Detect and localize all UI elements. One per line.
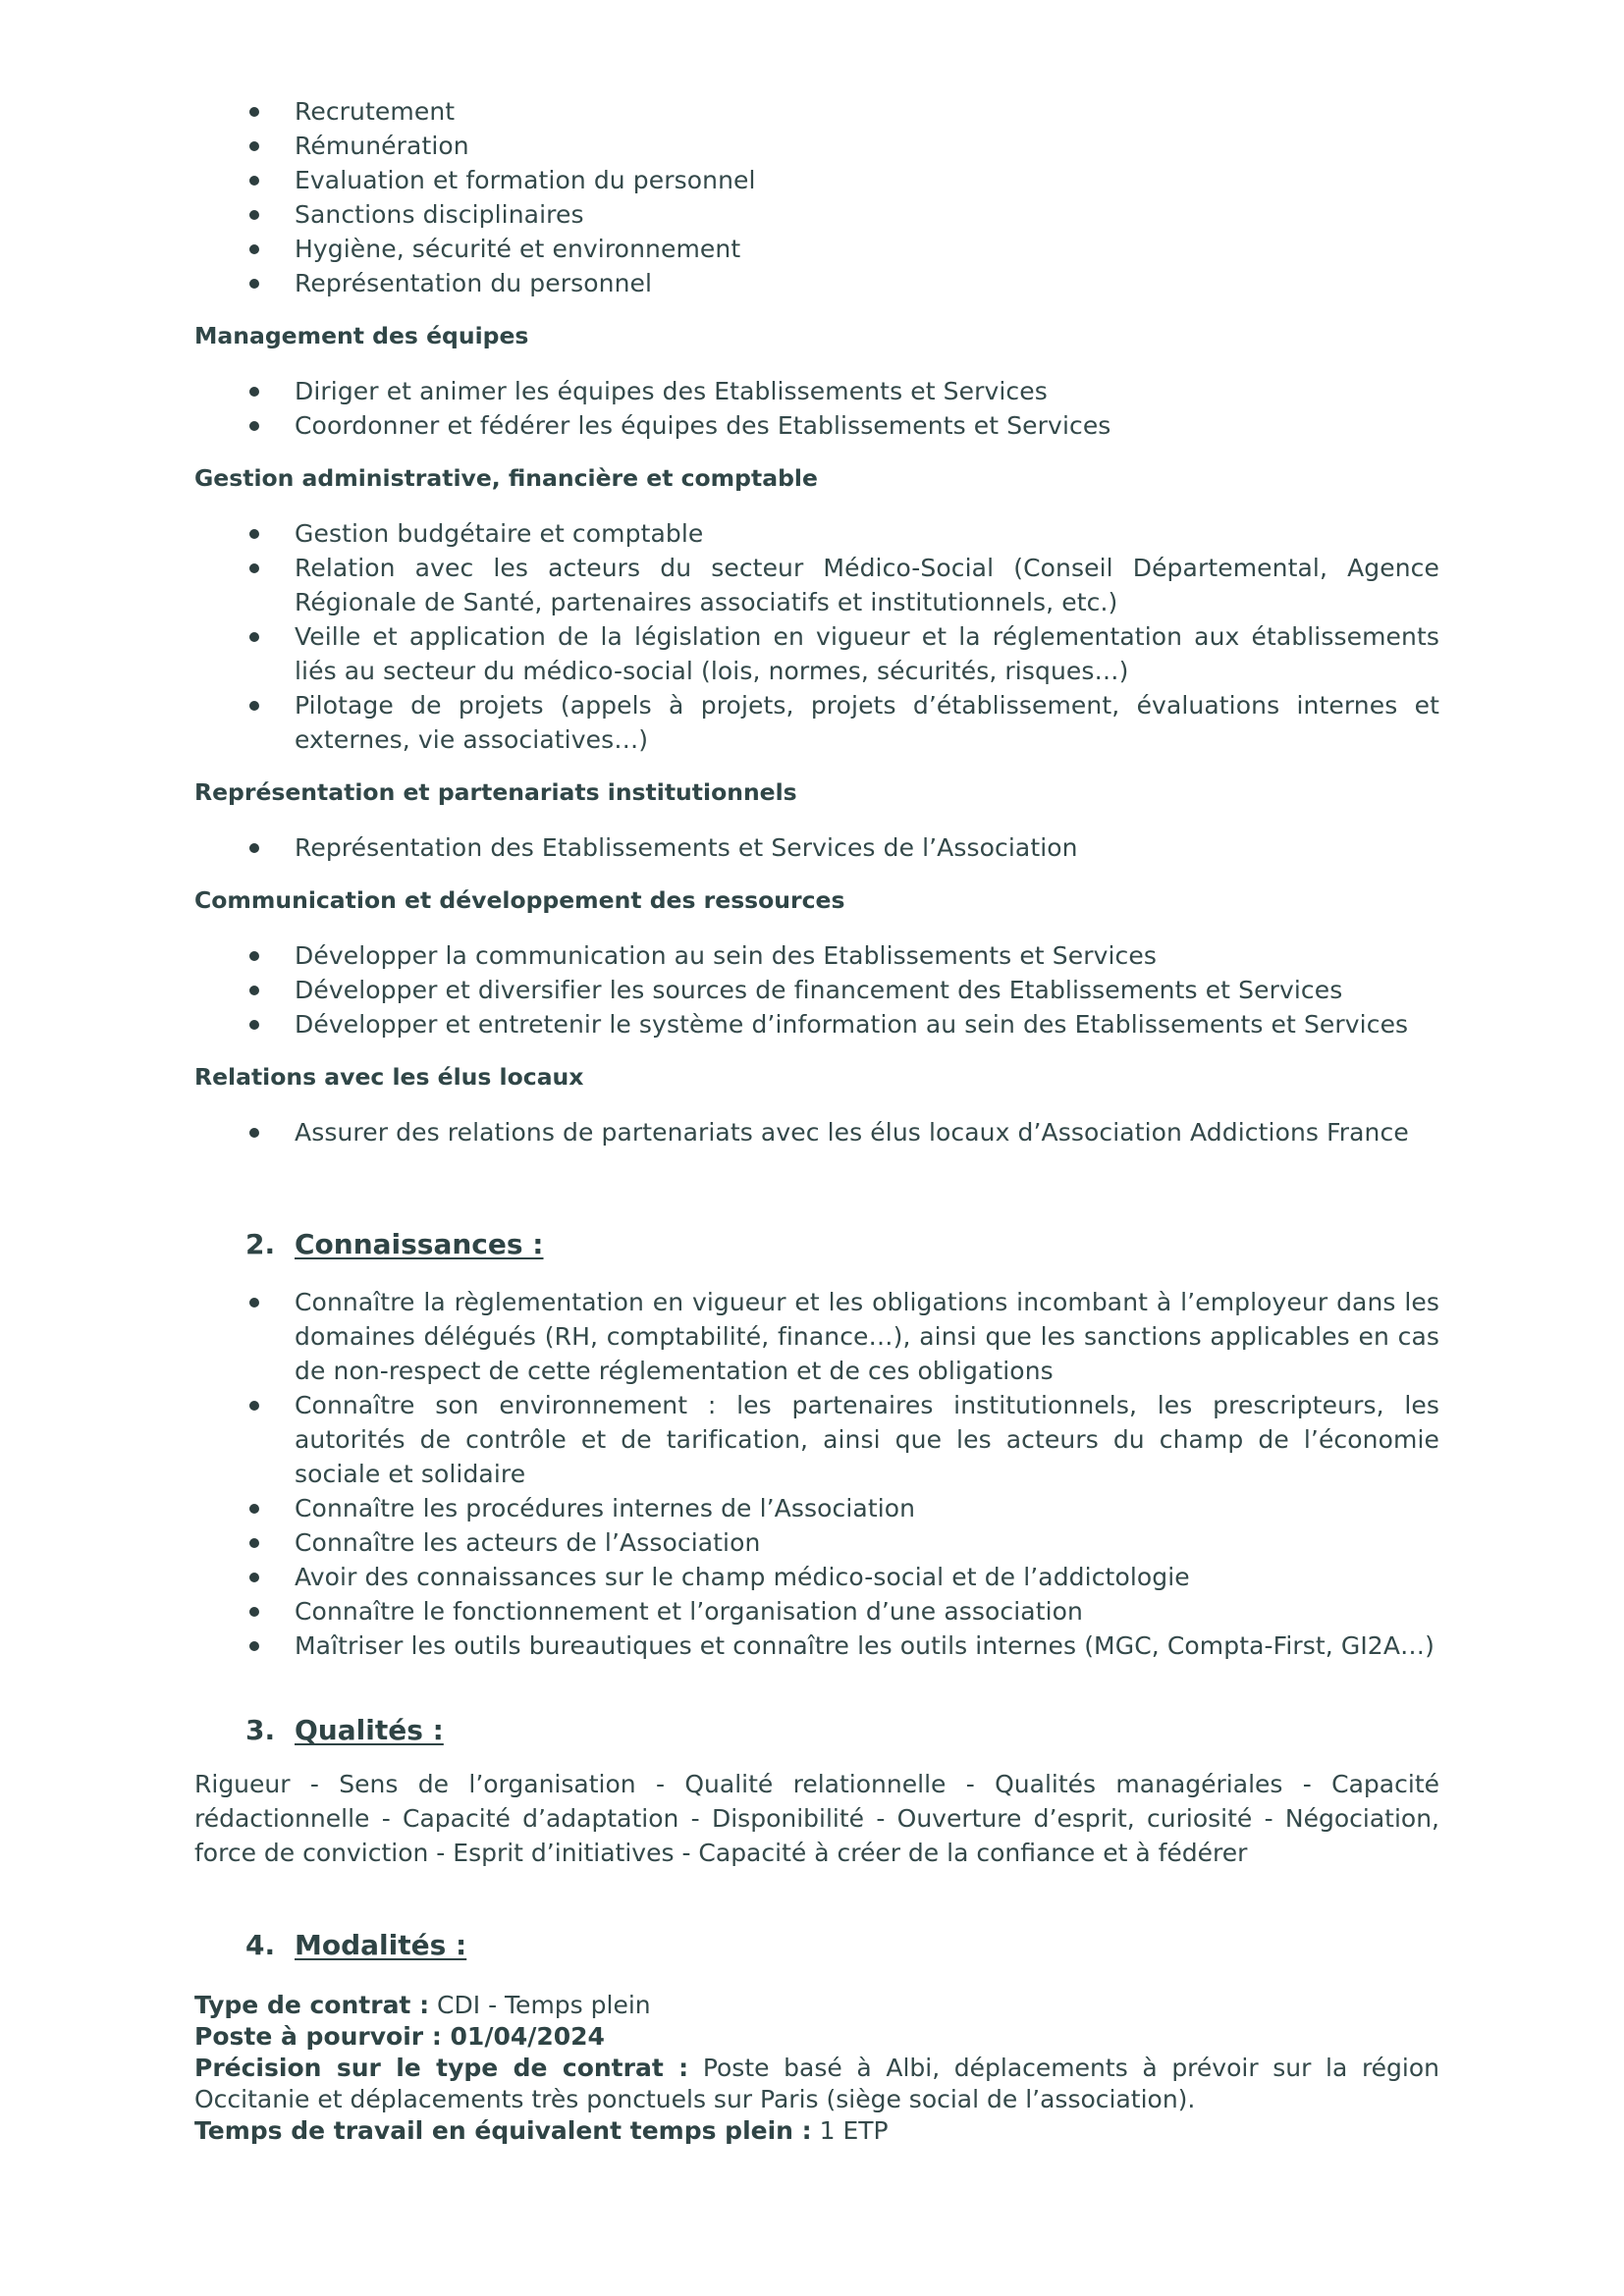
section-heading: Communication et développement des ressources [194, 886, 845, 914]
list-item: Connaître les acteurs de l’Association [194, 1525, 1439, 1560]
type-contrat-value: CDI - Temps plein [429, 1991, 651, 2019]
type-contrat-label: Type de contrat : [194, 1991, 430, 2019]
poste-line [194, 2021, 1439, 2053]
list-item: Développer et diversifier les sources de financement des Etablissements et Services [194, 973, 1439, 1007]
qualites-heading [194, 1712, 1439, 1749]
section-list [194, 516, 1439, 757]
poste-label: Poste à pourvoir : 01/04/2024 [194, 2022, 605, 2051]
list-item: Connaître son environnement : les partenaires institutionnels, les prescripteurs, les autorités de contrôle et de tarification, ainsi que les acteurs du champ de l’économie sociale et solidaire [194, 1388, 1439, 1491]
modalites-block [194, 1990, 1439, 2147]
list-item: Diriger et animer les équipes des Etablissements et Services [194, 374, 1439, 408]
temps-value: 1 ETP [811, 2116, 889, 2145]
section-heading: Représentation et partenariats institutionnels [194, 778, 797, 806]
precision-label: Précision sur le type de contrat : [194, 2054, 689, 2082]
list-item: Coordonner et fédérer les équipes des Etablissements et Services [194, 408, 1439, 443]
list-item: Développer la communication au sein des Etablissements et Services [194, 938, 1439, 973]
list-item: Relation avec les acteurs du secteur Médico-Social (Conseil Départemental, Agence Régionale de Santé, partenaires associatifs et institutionnels, etc.) [194, 551, 1439, 619]
section-list [194, 1115, 1439, 1149]
list-item: Maîtriser les outils bureautiques et connaître les outils internes (MGC, Compta-First, GI2A…) [194, 1629, 1439, 1663]
type-contrat-line [194, 1990, 1439, 2021]
section-list [194, 938, 1439, 1041]
intro-list [194, 94, 1439, 300]
section-title: Qualités : [295, 1714, 444, 1746]
list-item: Avoir des connaissances sur le champ médico-social et de l’addictologie [194, 1560, 1439, 1594]
section-list [194, 830, 1439, 865]
temps-line [194, 2115, 1439, 2147]
section-number: 4. [245, 1929, 276, 1961]
list-item: Gestion budgétaire et comptable [194, 516, 1439, 551]
list-item: Hygiène, sécurité et environnement [194, 232, 1439, 266]
list-item: Sanctions disciplinaires [194, 197, 1439, 232]
connaissances-heading [194, 1226, 1439, 1263]
document-page [194, 94, 1439, 2147]
list-item: Connaître la règlementation en vigueur et les obligations incombant à l’employeur dans les domaines délégués (RH, comptabilité, finance…), ainsi que les sanctions applicables en cas de non-respect de cette réglementation et de ces obligations [194, 1285, 1439, 1388]
list-item: Représentation du personnel [194, 266, 1439, 300]
precision-value: Poste basé à Albi, déplacements à prévoir sur la région Occitanie et déplacements très ponctuels sur Paris (siège social de l’association). [194, 2054, 1440, 2113]
qualites-text: Rigueur - Sens de l’organisation - Qualité relationnelle - Qualités managériales - Capacité rédactionnelle - Capacité d’adaptation - Disponibilité - Ouverture d’esprit, curiosité - Négociation, force de conviction - Esprit d’initiatives - Capacité à créer de la confiance et à fédérer [194, 1770, 1439, 1867]
list-item: Connaître les procédures internes de l’Association [194, 1491, 1439, 1525]
list-item: Assurer des relations de partenariats avec les élus locaux d’Association Addictions France [194, 1115, 1439, 1149]
list-item: Représentation des Etablissements et Services de l’Association [194, 830, 1439, 865]
list-item: Evaluation et formation du personnel [194, 163, 1439, 197]
section-heading: Gestion administrative, financière et comptable [194, 464, 818, 492]
list-item: Recrutement [194, 94, 1439, 129]
section-number: 2. [245, 1228, 276, 1260]
list-item: Pilotage de projets (appels à projets, projets d’établissement, évaluations internes et externes, vie associatives…) [194, 688, 1439, 757]
temps-label: Temps de travail en équivalent temps plein : [194, 2116, 812, 2145]
list-item: Veille et application de la législation en vigueur et la réglementation aux établissements liés au secteur du médico-social (lois, normes, sécurités, risques…) [194, 619, 1439, 688]
section-heading: Relations avec les élus locaux [194, 1063, 584, 1091]
list-item: Développer et entretenir le système d’information au sein des Etablissements et Services [194, 1007, 1439, 1041]
section-list [194, 374, 1439, 443]
precision-line [194, 2053, 1439, 2115]
list-item: Rémunération [194, 129, 1439, 163]
section-number: 3. [245, 1714, 276, 1746]
section-heading: Management des équipes [194, 322, 529, 349]
modalites-heading [194, 1927, 1439, 1964]
section-title: Connaissances : [295, 1228, 544, 1260]
section-title: Modalités : [295, 1929, 467, 1961]
connaissances-list [194, 1285, 1439, 1663]
list-item: Connaître le fonctionnement et l’organisation d’une association [194, 1594, 1439, 1629]
